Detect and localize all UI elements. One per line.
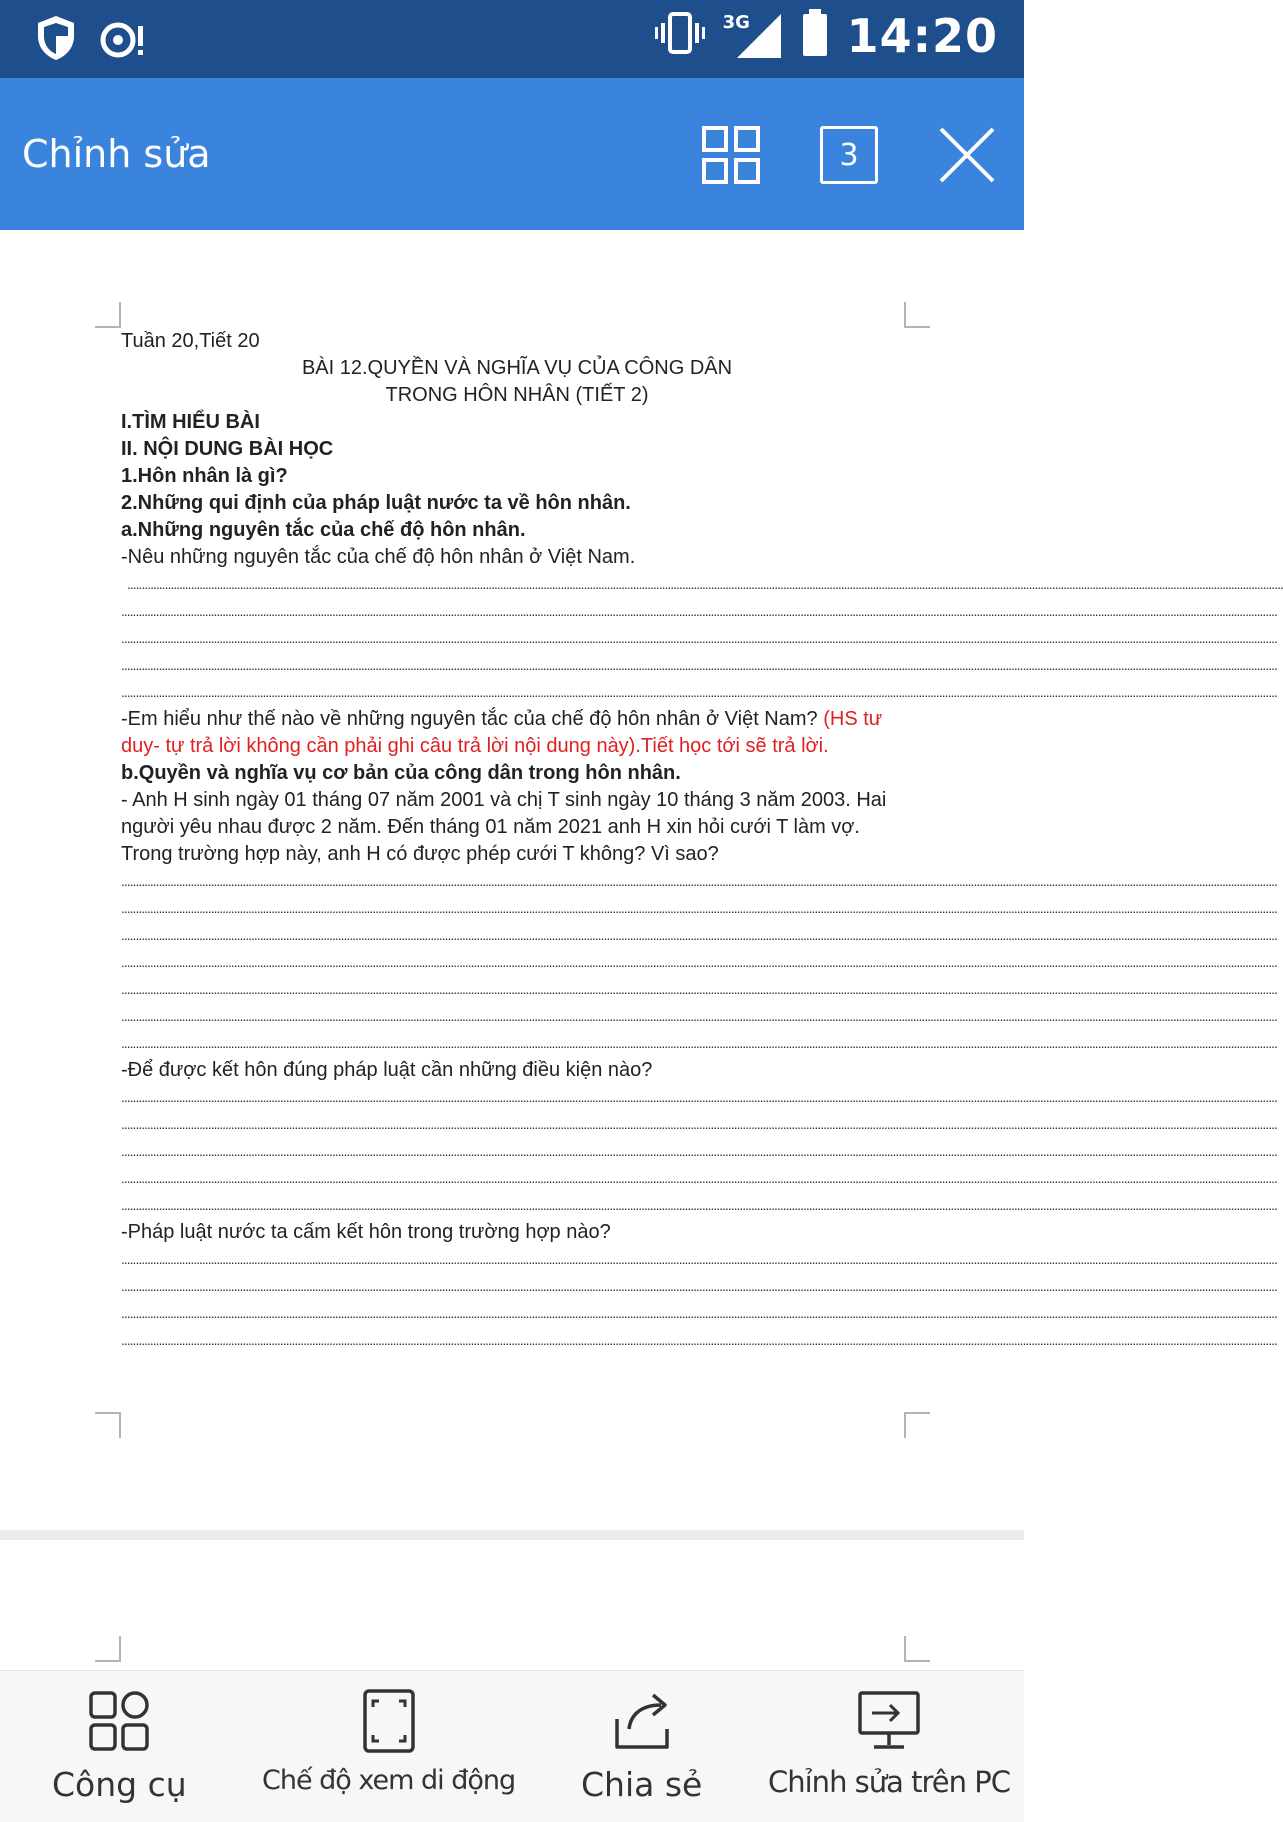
answer-line: ................................................................................................................................................................................................................................................................................................................................................................................................................: [121, 927, 1277, 943]
document-page: [121, 328, 1283, 1354]
answer-line: ................................................................................................................................................................................................................................................................................................................................................................................................................: [121, 1008, 1277, 1024]
answer-line: ................................................................................................................................................................................................................................................................................................................................................................................................................: [121, 1116, 1277, 1132]
page-corner-mark: [904, 302, 930, 328]
fullscreen-icon: [357, 1689, 421, 1753]
vibrate-icon: [655, 9, 705, 62]
answer-line: ................................................................................................................................................................................................................................................................................................................................................................................................................: [121, 657, 1277, 673]
monitor-icon: [856, 1689, 922, 1753]
answer-line: ................................................................................................................................................................................................................................................................................................................................................................................................................: [127, 576, 1283, 592]
doc-question: -Pháp luật nước ta cấm kết hôn trong trường hợp nào?: [121, 1221, 611, 1243]
doc-heading: b.Quyền và nghĩa vụ cơ bản của công dân trong hôn nhân.: [121, 762, 681, 784]
answer-line: ................................................................................................................................................................................................................................................................................................................................................................................................................: [121, 954, 1277, 970]
page-corner-mark: [95, 1636, 121, 1662]
tools-button[interactable]: [52, 1689, 187, 1804]
page-count: 3: [820, 126, 878, 184]
signal-icon: [723, 10, 783, 62]
shield-icon: [34, 14, 78, 67]
doc-heading: 2.Những qui định của pháp luật nước ta về hôn nhân.: [121, 492, 631, 514]
page-corner-mark: [904, 1636, 930, 1662]
sync-alert-icon: [98, 16, 148, 65]
doc-question: [121, 706, 913, 760]
page-separator: [0, 1530, 1024, 1540]
share-icon: [609, 1689, 675, 1753]
doc-week-line: Tuần 20,Tiết 20: [121, 330, 260, 352]
answer-line: ................................................................................................................................................................................................................................................................................................................................................................................................................: [121, 630, 1277, 646]
doc-subtitle: TRONG HÔN NHÂN (TIẾT 2): [385, 384, 649, 406]
tools-icon: [87, 1689, 151, 1753]
grid-view-button[interactable]: [696, 120, 766, 190]
doc-question: -Nêu những nguyên tắc của chế độ hôn nhân ở Việt Nam.: [121, 546, 636, 568]
bottom-toolbar: [0, 1670, 1024, 1822]
doc-question: -Để được kết hôn đúng pháp luật cần những điều kiện nào?: [121, 1059, 653, 1081]
doc-heading: 1.Hôn nhân là gì?: [121, 465, 288, 487]
mobile-view-button[interactable]: [262, 1689, 515, 1796]
answer-line: ................................................................................................................................................................................................................................................................................................................................................................................................................: [121, 1197, 1277, 1213]
doc-question-text: -Em hiểu như thế nào về những nguyên tắc của chế độ hôn nhân ở Việt Nam?: [121, 708, 824, 730]
doc-heading: II. NỘI DUNG BÀI HỌC: [121, 438, 334, 460]
close-button[interactable]: [932, 120, 1002, 190]
page-corner-mark: [904, 1412, 930, 1438]
page-corner-mark: [95, 302, 121, 328]
network-type: 3G: [722, 11, 750, 33]
answer-line: ................................................................................................................................................................................................................................................................................................................................................................................................................: [121, 981, 1277, 997]
app-bar: [0, 78, 1024, 230]
doc-note-red: (HS tư duy- tự trả lời không cần phải ghi câu trả lời nội dung này).Tiết học tới sẽ trả lời.: [121, 708, 883, 757]
answer-line: ................................................................................................................................................................................................................................................................................................................................................................................................................: [121, 1089, 1277, 1105]
edit-on-pc-button[interactable]: [768, 1689, 1010, 1799]
answer-line: ................................................................................................................................................................................................................................................................................................................................................................................................................: [121, 1035, 1277, 1051]
status-bar: [0, 0, 1024, 78]
answer-line: ................................................................................................................................................................................................................................................................................................................................................................................................................: [121, 1332, 1277, 1348]
battery-icon: [801, 8, 829, 63]
answer-line: ................................................................................................................................................................................................................................................................................................................................................................................................................: [121, 1143, 1277, 1159]
page-title: Chỉnh sửa: [22, 132, 211, 176]
grid-icon: [701, 125, 761, 185]
clock: 14:20: [846, 8, 998, 63]
close-icon: [937, 125, 997, 185]
answer-line: ................................................................................................................................................................................................................................................................................................................................................................................................................: [121, 1278, 1277, 1294]
answer-line: ................................................................................................................................................................................................................................................................................................................................................................................................................: [121, 900, 1277, 916]
share-button[interactable]: [581, 1689, 702, 1804]
answer-line: ................................................................................................................................................................................................................................................................................................................................................................................................................: [121, 1305, 1277, 1321]
answer-line: ................................................................................................................................................................................................................................................................................................................................................................................................................: [121, 873, 1277, 889]
edit-on-pc-label: Chỉnh sửa trên PC: [768, 1765, 1010, 1799]
doc-heading: I.TÌM HIỂU BÀI: [121, 411, 260, 433]
doc-case: - Anh H sinh ngày 01 tháng 07 năm 2001 và chị T sinh ngày 10 tháng 3 năm 2003. Hai người yêu nhau được 2 năm. Đến tháng 01 năm 2021 anh H xin hỏi cưới T làm vợ. Trong trường hợp này, anh H có được phép cưới T không? Vì sao?: [121, 789, 887, 865]
doc-heading: a.Những nguyên tắc của chế độ hôn nhân.: [121, 519, 526, 541]
share-label: Chia sẻ: [581, 1765, 703, 1804]
page-corner-mark: [95, 1412, 121, 1438]
answer-line: ................................................................................................................................................................................................................................................................................................................................................................................................................: [121, 1251, 1277, 1267]
answer-line: ................................................................................................................................................................................................................................................................................................................................................................................................................: [121, 603, 1277, 619]
page-count-button[interactable]: [814, 120, 884, 190]
doc-title: BÀI 12.QUYỀN VÀ NGHĨA VỤ CỦA CÔNG DÂN: [301, 357, 733, 379]
mobile-view-label: Chế độ xem di động: [262, 1765, 516, 1796]
tools-label: Công cụ: [52, 1765, 187, 1804]
answer-line: ................................................................................................................................................................................................................................................................................................................................................................................................................: [121, 684, 1277, 700]
answer-line: ................................................................................................................................................................................................................................................................................................................................................................................................................: [121, 1170, 1277, 1186]
